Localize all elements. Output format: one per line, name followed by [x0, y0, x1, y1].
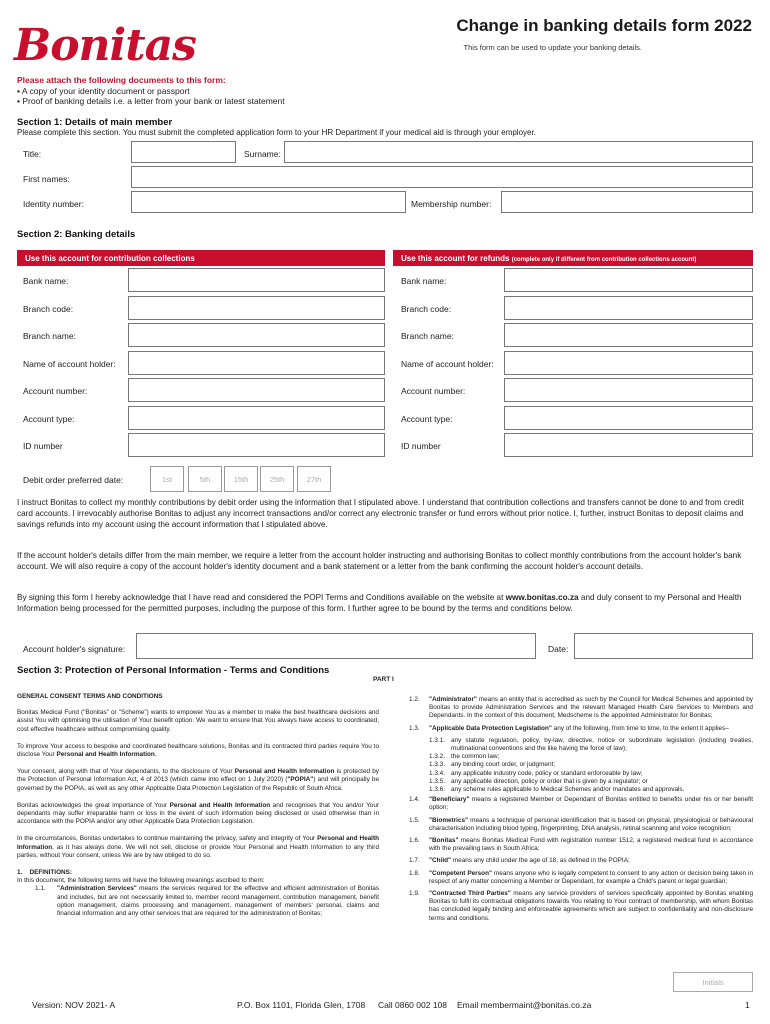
title-label: Title: — [23, 149, 42, 159]
attach-list — [17, 86, 285, 106]
right-bank-field-input[interactable] — [504, 268, 753, 292]
part-label: PART I — [373, 676, 394, 683]
consent-heading: GENERAL CONSENT TERMS AND CONDITIONS — [17, 693, 163, 700]
definition-subitem: 1.3.3. any binding court order, or judgment; — [429, 761, 556, 769]
terms-right-column — [409, 696, 753, 927]
list-item: ▪ Proof of banking details i.e. a letter from your bank or latest statement — [17, 96, 285, 106]
left-bank-field-input[interactable] — [128, 268, 385, 292]
left-bank-field-input[interactable] — [128, 406, 385, 430]
version-label: Version: NOV 2021- A — [32, 1000, 116, 1010]
date-label: Date: — [548, 644, 569, 654]
list-item: ▪ A copy of your identity document or passport — [17, 86, 190, 96]
footer-phone: Call 0860 002 108 — [378, 1000, 448, 1010]
right-bank-field-label: Account type: — [401, 413, 453, 424]
left-bank-field-label: Branch code: — [23, 303, 74, 314]
definition-subitem: 1.3.1. any statute regulation, policy, by-law, directive, notice or subordinate legislation (including treaties, multinational conventions and the like having the force of law); — [429, 736, 753, 753]
signature-field[interactable] — [136, 633, 536, 659]
definition-subitem: 1.3.2. the common law; — [429, 753, 500, 761]
collections-bar: Use this account for contribution collections — [17, 250, 385, 266]
membership-label: Membership number: — [411, 199, 492, 209]
left-bank-field-input[interactable] — [128, 378, 385, 402]
right-bank-field-input[interactable] — [504, 296, 753, 320]
definition-subitem: 1.3.6. any scheme rules applicable to Medical Schemes and/or mandates and approvals. — [429, 786, 685, 794]
section1-note: Please complete this section. You must submit the completed application form to your HR Department if your medical aid is through your employer. — [17, 128, 536, 137]
footer-email[interactable]: Email membermaint@bonitas.co.za — [457, 1000, 592, 1010]
page-title: Change in banking details form 2022 — [456, 16, 752, 35]
first-names-label: First names: — [23, 174, 70, 184]
debit-date-label: Debit order preferred date: — [23, 475, 124, 485]
right-bank-field-label: Account number: — [401, 386, 466, 396]
first-names-field[interactable] — [131, 166, 753, 188]
section1-title: Section 1: Details of main member — [17, 117, 173, 128]
right-bank-field-input[interactable] — [504, 351, 753, 375]
surname-field[interactable] — [284, 141, 753, 163]
title-field[interactable] — [131, 141, 236, 163]
left-bank-field-label: Account type: — [23, 413, 75, 424]
terms-left-column — [17, 693, 379, 918]
debit-date-25th[interactable]: 25th — [260, 466, 294, 492]
page-number: 1 — [745, 1000, 750, 1010]
debit-date-15th[interactable]: 15th — [224, 466, 258, 492]
date-field[interactable] — [574, 633, 753, 659]
left-bank-field-input[interactable] — [128, 323, 385, 347]
terms-paragraph: To improve Your access to bespoke and coordinated healthcare solutions, Bonitas and its contracted third parties require You to disclose Your Personal and Health Information. — [17, 742, 379, 759]
definition-item: 1.4. "Beneficiary" means a registered Member or Dependant of Bonitas entitled to benefits under his or her benefit option; — [409, 796, 753, 812]
definition-item: 1.3. "Applicable Data Protection Legislation" any of the following, from time to time, to the extent it applies– — [409, 724, 729, 732]
popi-consent-paragraph: By signing this form I hereby acknowledge that I have read and considered the POPI Terms and Conditions available on the website at www.bonitas.co.za and duly consent to my Personal and Health Information being processed for the permitted purposes, including the purpose of this form. I further agree to be bound by the terms and conditions below. — [17, 593, 742, 613]
terms-paragraph: In the circumstances, Bonitas undertakes to continue maintaining the privacy, safety and integrity of Your Personal and Health Information, as it has always done. We will not sell, disclose or provide Your Personal and Health Information to any third parties, without Your consent, unless We are by law obliged to do so. — [17, 835, 379, 859]
left-bank-field-input[interactable] — [128, 351, 385, 375]
definition-item: 1.6. "Bonitas" means Bonitas Medical Fund with registration number 1512, a registered medical fund in accordance with the prevailing laws in South Africa; — [409, 837, 753, 853]
right-bank-field-label: Name of account holder: — [401, 358, 494, 369]
debit-date-27th[interactable]: 27th — [297, 466, 331, 492]
definition-item: 1.9. "Contracted Third Parties" means any service providers of services specifically appointed by Bonitas enabling Bonitas to fulfil its contractual obligations towards You relating to Your contract of membership, with whom Bonitas has concluded legally binding and enforceable agreements which are subject to confidentiality and non-disclosure terms and conditions. — [409, 890, 753, 922]
account-holder-paragraph: If the account holder's details differ from the main member, we require a letter from the account holder instructing and authorising Bonitas to collect monthly contributions from the account holder's bank account. We will also require a copy of the account holder's identity document and a bank statement or a letter from the bank confirming the account holder's account details. — [17, 551, 742, 571]
left-bank-field-input[interactable] — [128, 296, 385, 320]
terms-paragraph: Bonitas Medical Fund ("Bonitas" or "Scheme") wants to empower You as a member to make the best healthcare decisions and assist You with optimising the utilisation of Your benefit option. We want to ensure that You always have access to coordinated, cost effective healthcare without compromising quality. — [17, 709, 379, 733]
footer-address: P.O. Box 1101, Florida Glen, 1708 — [237, 1000, 366, 1010]
page-subtitle: This form can be used to update your banking details. — [463, 43, 642, 52]
right-bank-field-input[interactable] — [504, 323, 753, 347]
right-bank-field-label: Branch name: — [401, 331, 454, 341]
definition-item: 1.1. "Administration Services" means the services required for the effective and efficient administration of Bonitas and includes, but are not necessarily limited to, member record management, contribution management, benefit option management, claims processing and management, management of members' personal, claims and financial information and any other services that are required for the administration of Bonitas; — [35, 885, 380, 918]
definition-subitem: 1.3.5. any applicable direction, policy or order that is given by a regulator; or — [429, 777, 648, 785]
debit-instruction-paragraph: I instruct Bonitas to collect my monthly contributions by debit order using the information that I stipulated above. I understand that contribution collections and transfers cannot be done to and from credit card accounts. I irrevocably authorise Bonitas to adjust any incorrect transactions and/or correct any electronic transfer or fund errors without prior notice. I, further, instruct Bonitas to deposit claims and savings refunds into my account using the account information that I stipulated above. — [17, 498, 744, 529]
surname-label: Surname: — [244, 149, 281, 159]
left-bank-field-input[interactable] — [128, 433, 385, 457]
terms-paragraph: Bonitas acknowledges the great importance of Your Personal and Health Information and recognises that You and/or Your dependants may suffer irreparable harm or loss in the event of such information being disclosed or used otherwise than in accordance with the POPIA and/or any other Applicable Data Protection Legislation. — [17, 801, 380, 826]
definition-item: 1.8. "Competent Person" means anyone who is legally competent to consent to any action or decision being taken in respect of any matter concerning a Member or Dependant, for example a Child's parent or legal guardian; — [409, 869, 754, 885]
right-bank-field-input[interactable] — [504, 433, 753, 457]
right-bank-field-label: Branch code: — [401, 303, 452, 314]
left-bank-field-label: ID number — [23, 441, 63, 451]
left-bank-field-label: Bank name: — [23, 276, 69, 286]
section2-title: Section 2: Banking details — [17, 229, 136, 240]
definition-item: 1.2. "Administrator" means an entity that is accredited as such by the Council for Medical Schemes and appointed by Bonitas to provide Administration Services and the relevant Managed Health Care Services to Members and Dependants. In the context of this document, Medscheme is the appointed Administrator for Bonitas; — [409, 696, 753, 720]
debit-date-5th[interactable]: 5th — [188, 466, 222, 492]
attach-title: Please attach the following documents to this form: — [17, 75, 226, 85]
website-link[interactable]: www.bonitas.co.za — [505, 593, 579, 602]
definition-sublist — [409, 737, 753, 794]
debit-date-1st[interactable]: 1st — [150, 466, 184, 492]
left-bank-field-label: Name of account holder: — [23, 358, 116, 369]
definition-item: 1.7. "Child" means any child under the age of 18, as defined in the POPIA; — [409, 857, 630, 865]
identity-label: Identity number: — [23, 199, 84, 209]
left-bank-field-label: Account number: — [23, 386, 88, 396]
membership-field[interactable] — [501, 191, 753, 213]
refunds-bar: Use this account for refunds (complete only if different from contribution collections account) — [393, 250, 753, 266]
right-bank-field-input[interactable] — [504, 406, 753, 430]
section3-title: Section 3: Protection of Personal Information - Terms and Conditions — [17, 665, 330, 676]
left-bank-field-label: Branch name: — [23, 331, 76, 341]
identity-field[interactable] — [131, 191, 406, 213]
definitions-intro: In this document, the following terms will have the following meanings ascribed to them: — [17, 877, 265, 885]
definition-subitem: 1.3.4. any applicable industry code, policy or standard enforceable by law; — [429, 769, 643, 777]
right-bank-field-input[interactable] — [504, 378, 753, 402]
initials-field[interactable]: Initials — [673, 972, 753, 992]
bonitas-logo: Bonitas — [14, 20, 196, 71]
terms-paragraph: Your consent, along with that of Your dependants, to the disclosure of Your Personal and Health Information is protected by the Protection of Personal Information Act, 4 of 2013 (which came into effect on 1 July 2020) ("POPIA") and will principally be governed by the POPIA, as well as any other Applicable Data Protection Legislation of the Republic of South Africa. — [17, 768, 380, 792]
right-bank-field-label: ID number — [401, 441, 441, 451]
right-bank-field-label: Bank name: — [401, 276, 447, 286]
definition-item: 1.5. "Biometrics" means a technique of personal identification that is based on physical, physiological or behavioural characterisation including blood typing, fingerprinting, DNA analysis, retinal scanning and voice recognition; — [409, 816, 753, 832]
definitions-heading: 1. DEFINITIONS: — [17, 869, 73, 877]
signature-label: Account holder's signature: — [23, 644, 126, 654]
